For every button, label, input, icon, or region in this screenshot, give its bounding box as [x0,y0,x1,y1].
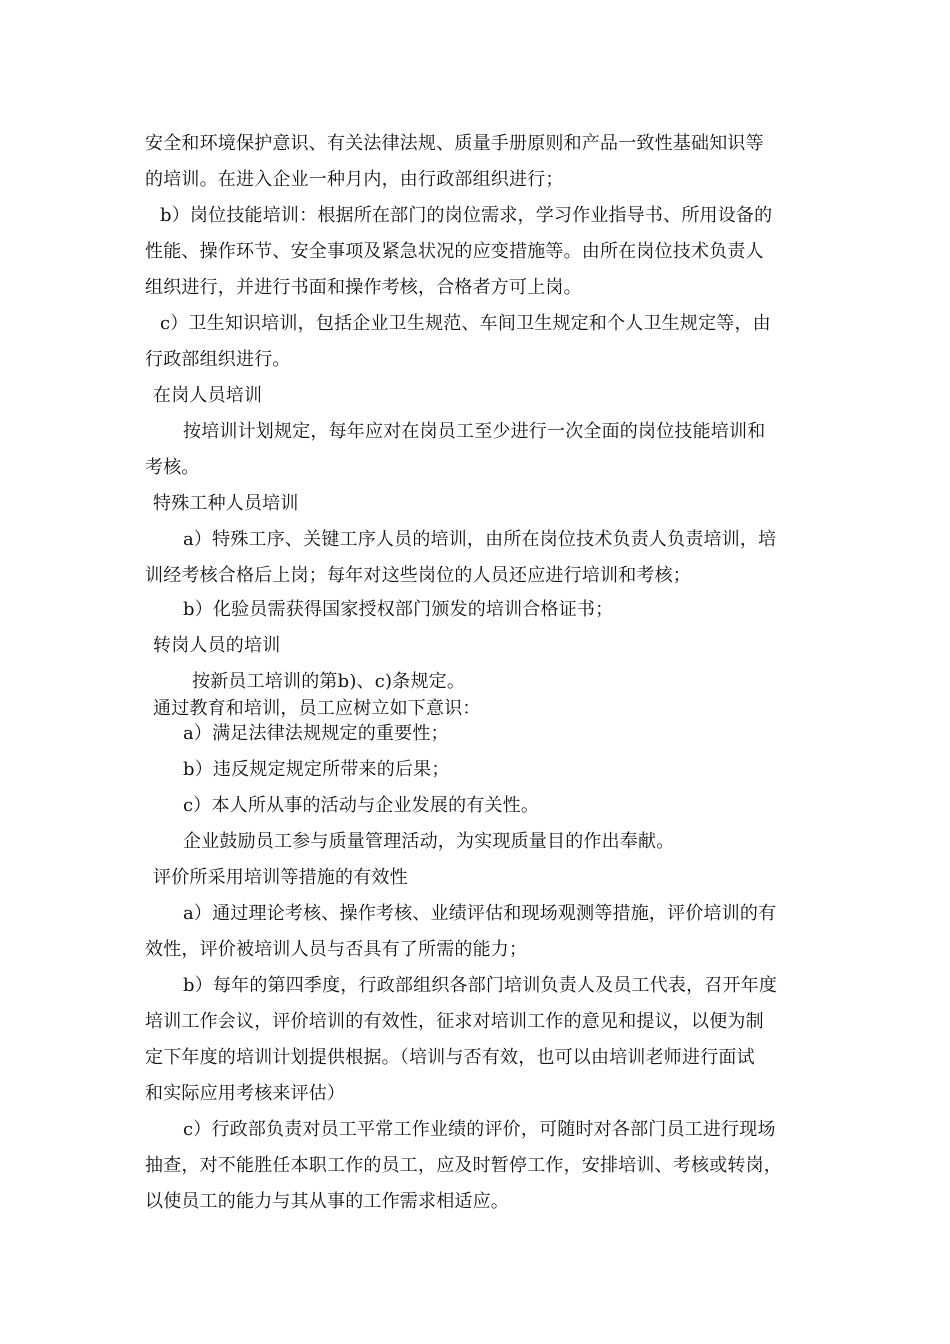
paragraph-line: 的培训。在进入企业一种月内，由行政部组织进行； [145,169,564,190]
paragraph-line: 行政部组织进行。 [145,349,291,370]
paragraph-line: 企业鼓励员工参与质量管理活动，为实现质量目的作出奉献。 [183,831,675,852]
list-item-c-line: c）行政部负责对员工平常工作业绩的评价，可随时对各部门员工进行现场 [183,1119,776,1140]
paragraph-line: 抽查，对不能胜任本职工作的员工，应及时暂停工作，安排培训、考核或转岗， [145,1155,782,1176]
paragraph-line: 定下年度的培训计划提供根据。（培训与否有效，也可以由培训老师进行面试 [145,1047,755,1068]
paragraph-line: 按培训计划规定，每年应对在岗员工至少进行一次全面的岗位技能培训和 [183,421,766,442]
paragraph-line: 培训工作会议，评价培训的有效性，征求对培训工作的意见和提议，以便为制 [145,1011,764,1032]
list-item-a-line: a）满足法律法规规定的重要性； [183,723,449,744]
list-item-b-line: b）每年的第四季度，行政部组织各部门培训负责人及员工代表，召开年度 [183,975,778,996]
list-item-a-line: a）特殊工序、关键工序人员的培训，由所在岗位技术负责人负责培训，培 [183,529,777,550]
list-item-b-line: b）化验员需获得国家授权部门颁发的培训合格证书； [183,599,614,620]
list-item-a-line: a）通过理论考核、操作考核、业绩评估和现场观测等措施，评价培训的有 [183,903,777,924]
list-item-b-line: b）岗位技能培训：根据所在部门的岗位需求，学习作业指导书、所用设备的 [160,205,773,226]
paragraph-line: 安全和环境保护意识、有关法律法规、质量手册原则和产品一致性基础知识等 [145,133,764,154]
paragraph-line: 按新员工培训的第b)、c)条规定。 [192,671,466,692]
paragraph-line: 训经考核合格后上岗；每年对这些岗位的人员还应进行培训和考核； [145,565,691,586]
list-item-c-line: c）卫生知识培训，包括企业卫生规范、车间卫生规定和个人卫生规定等，由 [160,313,771,334]
section-heading-onjob: 在岗人员培训 [153,385,263,406]
paragraph-line: 以使员工的能力与其从事的工作需求相适应。 [145,1191,509,1212]
list-item-b-line: b）违反规定规定所带来的后果； [183,759,450,780]
paragraph-line: 组织进行，并进行书面和操作考核，合格者方可上岗。 [145,277,582,298]
paragraph-line: 和实际应用考核来评估） [145,1083,346,1104]
section-heading-transfer: 转岗人员的培训 [153,635,281,656]
section-heading-special: 特殊工种人员培训 [153,493,299,514]
awareness-intro: 通过教育和培训，员工应树立如下意识： [153,698,481,719]
list-item-c-line: c）本人所从事的活动与企业发展的有关性。 [183,795,540,816]
paragraph-line: 效性，评价被培训人员与否具有了所需的能力； [145,939,528,960]
paragraph-line: 考核。 [145,457,200,478]
section-heading-evaluate: 评价所采用培训等措施的有效性 [153,867,408,888]
paragraph-line: 性能、操作环节、安全事项及紧急状况的应变措施等。由所在岗位技术负责人 [145,241,764,262]
